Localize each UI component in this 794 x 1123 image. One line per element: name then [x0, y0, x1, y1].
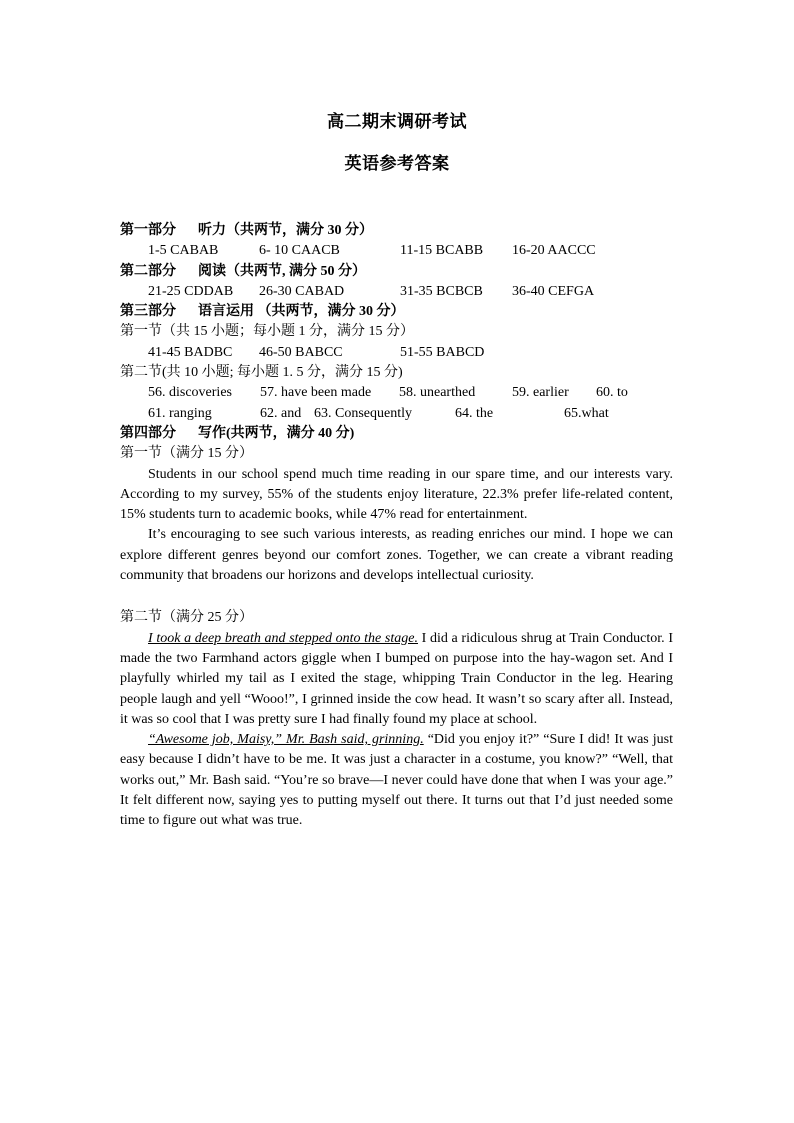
part3-section2-row1: [120, 383, 673, 403]
part2-heading: [120, 262, 673, 282]
part2-answers: [120, 282, 673, 302]
part4-heading-desc: 写作(共两节，满分 40 分): [198, 425, 355, 441]
answer-item: 64. the: [455, 405, 494, 421]
part2-heading-desc: 阅读（共两节, 满分 50 分）: [198, 263, 366, 279]
answer-item: 60. to: [596, 385, 628, 401]
paragraph-text: “Did you enjoy it?” “Sure I did! It was just easy because I didn’t have to be me. It was just a character in a costume, you know?” “Well, that works out,” Mr. Bash said. “You’re so brave—I never could have done that when I was your age.” It felt different now, saying yes to putting myself out there. It turns out that I’d just needed some time to figure out what was true.: [120, 732, 673, 829]
answer-group: 36-40 CEFGA: [512, 283, 595, 299]
answer-group: 21-25 CDDAB: [148, 283, 234, 299]
part1-heading: [120, 221, 673, 241]
part3-section1-answers: [120, 343, 673, 363]
paragraph-text: I did a ridiculous shrug at Train Conductor. I made the two Farmhand actors giggle when I bumped on purpose into the hay-wagon set. And I playfully whirled my tail as I exited the stage, whipping Train Conductor in the leg. Hearing people laugh and yell “Wooo!”, I grinned inside the cow head. It wasn’t so scary after all. Instead, it was so cool that I was pretty sure I had finally found my place at school.: [120, 630, 673, 727]
writing-sample-2-paragraph-1: [120, 629, 673, 730]
answer-group: 16-20 AACCC: [512, 243, 596, 259]
answer-group: 46-50 BABCC: [259, 344, 343, 360]
answer-group: 31-35 BCBCB: [400, 283, 483, 299]
writing-sample-1: [120, 465, 673, 587]
answer-item: 58. unearthed: [399, 385, 476, 401]
answer-item: 65.what: [564, 405, 609, 421]
part4-heading-label: 第四部分: [120, 425, 176, 441]
part1-answers: [120, 241, 673, 261]
answer-group: 6- 10 CAACB: [259, 243, 340, 259]
part3-heading: [120, 302, 673, 322]
part1-heading-desc: 听力（共两节，满分 30 分）: [198, 223, 373, 238]
part3-heading-desc: 语言运用 （共两节，满分 30 分）: [198, 304, 405, 320]
page-subtitle: 英语参考答案: [344, 154, 450, 173]
answer-key-body: [120, 221, 673, 832]
given-opening-sentence: “Awesome job, Maisy,” Mr. Bash said, grinning.: [148, 732, 424, 748]
part3-section1-heading: 第一节（共 15 小题；每小题 1 分，满分 15 分）: [120, 324, 414, 340]
part1-heading-label: 第一部分: [120, 223, 176, 238]
part3-heading-label: 第三部分: [120, 304, 176, 320]
part4-section2-heading: 第二节（满分 25 分）: [120, 610, 253, 626]
part4-heading: [120, 424, 673, 444]
writing-sample-2-paragraph-2: [120, 730, 673, 831]
answer-group: 26-30 CABAD: [259, 283, 345, 299]
answer-item: 56. discoveries: [148, 385, 232, 401]
writing-sample-1-paragraph-2: It’s encouraging to see such various interests, as reading enriches our mind. I hope we can explore different genres beyond our comfort zones. Together, we can create a vibrant reading community that broadens our horizons and develops intellectual curiosity.: [120, 527, 673, 584]
answer-item: 62. and: [260, 405, 302, 421]
part2-heading-label: 第二部分: [120, 263, 176, 279]
answer-group: 1-5 CABAB: [148, 243, 219, 259]
part4-section1-heading: 第一节（满分 15 分）: [120, 446, 253, 462]
page-title: 高二期末调研考试: [327, 112, 467, 131]
answer-group: 51-55 BABCD: [400, 344, 485, 360]
answer-item: 61. ranging: [148, 405, 212, 421]
given-opening-sentence: I took a deep breath and stepped onto the stage.: [148, 630, 418, 646]
part3-section2-row2: [120, 404, 673, 424]
answer-item: 59. earlier: [512, 385, 569, 401]
answer-group: 41-45 BADBC: [148, 344, 233, 360]
writing-sample-1-paragraph-1: Students in our school spend much time reading in our spare time, and our interests vary. According to my survey, 55% of the students enjoy literature, 22.3% prefer life-related content, 15% students turn to academic books, while 47% read for entertainment.: [120, 466, 673, 523]
answer-item: 63. Consequently: [314, 405, 412, 421]
writing-sample-2: [120, 629, 673, 832]
part3-section2-heading: 第二节(共 10 小题; 每小题 1. 5 分，满分 15 分): [120, 365, 403, 381]
answer-group: 11-15 BCABB: [400, 243, 484, 259]
answer-item: 57. have been made: [260, 385, 372, 401]
